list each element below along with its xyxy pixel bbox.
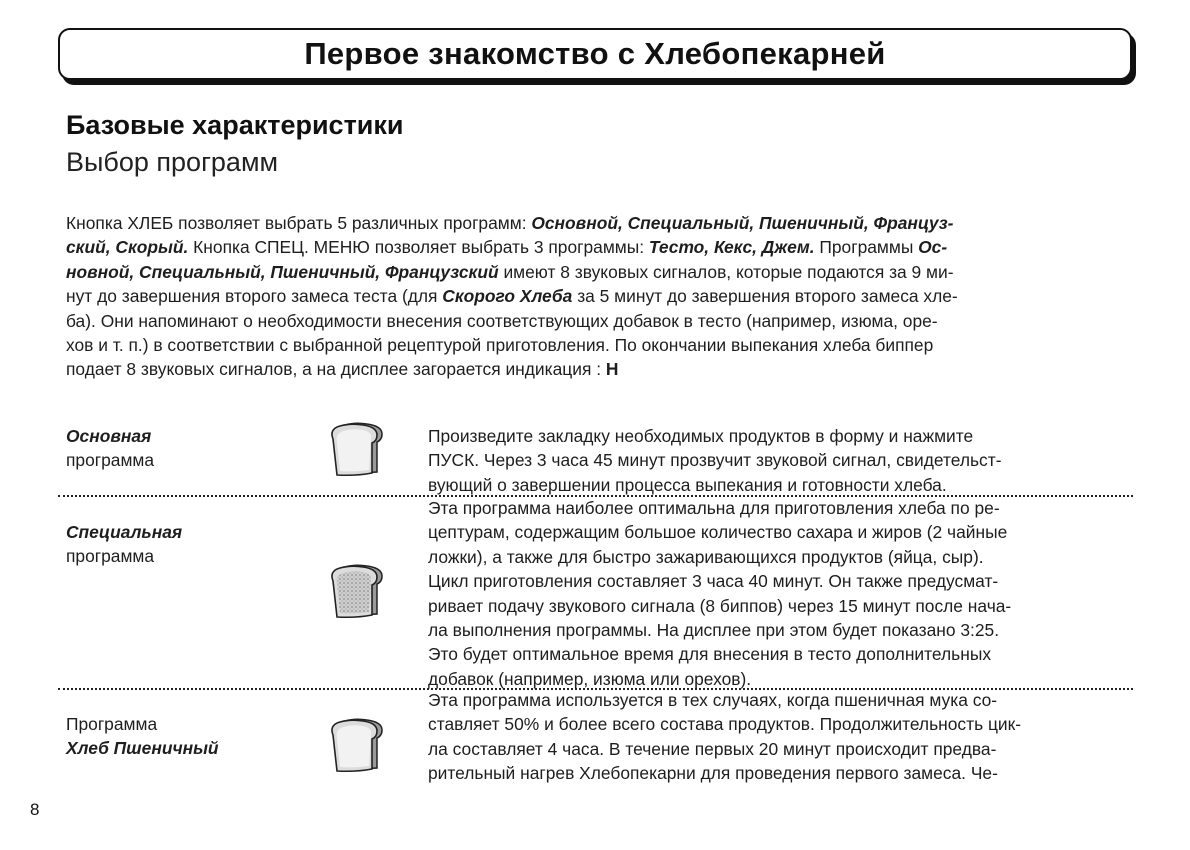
intro-line: ский, Скорый. Кнопка СПЕЦ. МЕНЮ позволяет выбрать 3 программы: Тесто, Кекс, Джем. Программы Ос- xyxy=(66,237,948,258)
program-label-wheat: Программа Хлеб Пшеничный xyxy=(66,714,219,758)
intro-line: подает 8 звуковых сигналов, а на дисплее загорается индикация : Н xyxy=(66,359,619,380)
section-heading: Базовые характеристики xyxy=(66,110,404,140)
intro-line: Кнопка ХЛЕБ позволяет выбрать 5 различных программ: Основной, Специальный, Пшеничный, Француз- xyxy=(66,213,954,233)
bread-slice-icon xyxy=(327,716,387,774)
bread-slice-textured-icon xyxy=(327,562,387,620)
program-label-basic: Основная программа xyxy=(66,426,155,470)
bread-slice-icon xyxy=(327,420,387,478)
program-label-special: Специальная программа xyxy=(66,522,183,566)
program-description-wheat: Эта программа используется в тех случаях, когда пшеничная мука со- ставляет 50% и более всего состава продуктов. Продолжительность цик- ла составляет 4 часа. В течение первых 20 минут происходит предва- рительный нагрев Хлебопекарни для проведения первого замеса. Че- xyxy=(428,690,1022,784)
intro-line: новной, Специальный, Пшеничный, Французский имеют 8 звуковых сигналов, которые подаются за 9 ми- xyxy=(66,261,954,282)
program-description-basic: Произведите закладку необходимых продуктов в форму и нажмите ПУСК. Через 3 часа 45 минут прозвучит звуковой сигнал, свидетельст- вующий о завершении процесса выпекания и готовности хлеба. xyxy=(428,426,1002,495)
intro-line: нут до завершения второго замеса теста (для Скорого Хлеба за 5 минут до завершения второго замеса хле- xyxy=(66,286,958,307)
section-subheading: Выбор программ xyxy=(66,147,279,177)
program-description-special: Эта программа наиболее оптимальна для приготовления хлеба по ре- цептурам, содержащим большое количество сахара и жиров (2 чайные ложки), а также для быстро зажаривающихся продуктов (яйца, сыр). Цикл приготовления составляет 3 часа 40 минут. Он также предусмат- ривает подачу звукового сигнала (8 биппов) через 15 минут после нача- ла выполнения программы. На дисплее при этом будет показано 3:25. Это будет оптимальное время для внесения в тесто дополнительных добавок (например, изюма или орехов). xyxy=(428,498,1012,689)
intro-paragraph xyxy=(66,211,1126,382)
page-number: 8 xyxy=(30,800,40,819)
intro-line: хов и т. п.) в соответствии с выбранной рецептурой приготовления. По окончании выпекания хлеба биппер xyxy=(66,335,934,356)
intro-line: ба). Они напоминают о необходимости внесения соответствующих добавок в тесто (например, изюма, оре- xyxy=(66,310,938,331)
page-title: Первое знакомство с Хлебопекарней xyxy=(304,36,886,71)
page-title-box xyxy=(58,28,1132,80)
